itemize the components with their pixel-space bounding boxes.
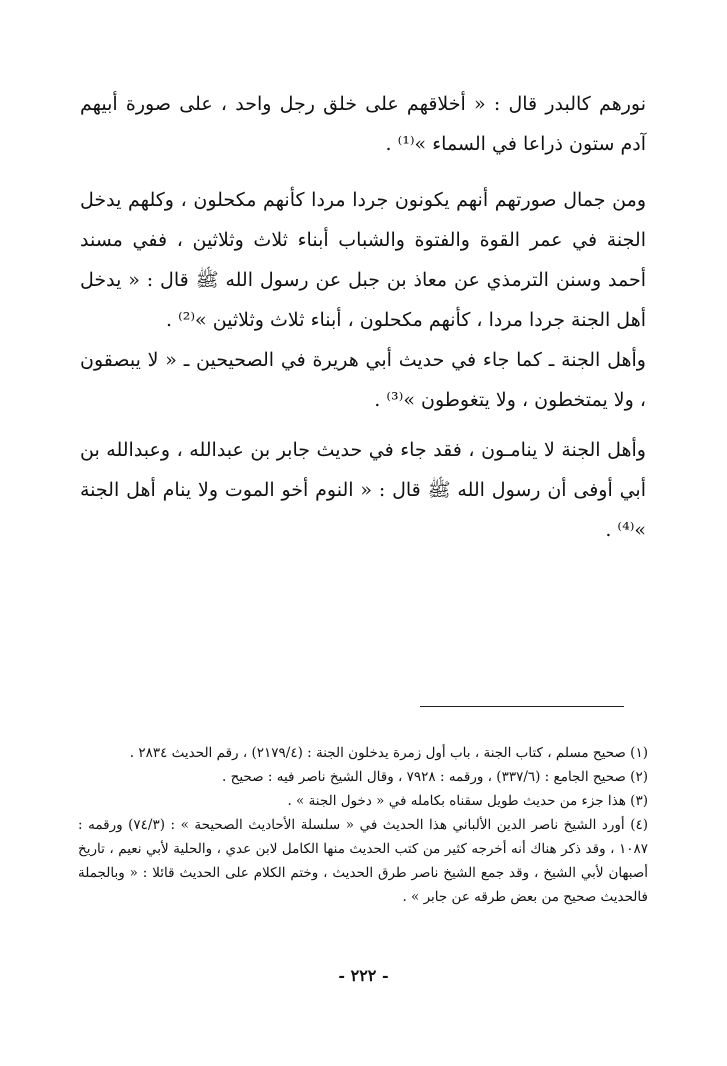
- footnote-3: (٣) هذا جزء من حديث طويل سقناه بكامله في « دخول الجنة » .: [287, 793, 648, 809]
- paragraph-3: وأهل الجنة ـ كما جاء في حديث أبي هريرة في الصحيحين ـ « لا يبصقون ، ولا يمتخطون ، ولا يتغوطون »⁽³⁾ .: [80, 349, 646, 411]
- paragraph-1: نورهم كالبدر قال : « أخلاقهم على خلق رجل واحد ، على صورة أبيهم آدم ستون ذراعا في السماء »⁽¹⁾ .: [80, 93, 646, 155]
- footnotes: [78, 741, 648, 909]
- footnote-1: (١) صحيح مسلم ، كتاب الجنة ، باب أول زمرة يدخلون الجنة : (٢١٧٩/٤) ، رقم الحديث ٢٨٣٤ .: [129, 745, 648, 761]
- page-number: - ٢٢٢ -: [338, 966, 389, 985]
- footnote-4: (٤) أورد الشيخ ناصر الدين الألباني هذا الحديث في « سلسلة الأحاديث الصحيحة » : (٧٤/٣) ورقمه : ١٠٨٧ ، وقد ذكر هناك أنه أخرجه كثير من كتب الحديث منها الكامل لابن عدي ، والحلية لأبي نعيم ، تاريخ أصبهان لأبي الشيخ ، وقد جمع الشيخ ناصر طرق الحديث ، وختم الكلام على الحديث قائلا : « وبالجملة فالحديث صحيح من بعض طرقه عن جابر » .: [78, 817, 649, 905]
- footnote-separator: [420, 706, 624, 707]
- paragraph-4: وأهل الجنة لا ينامـون ، فقد جاء في حديث جابر بن عبدالله ، وعبدالله بن أبي أوفى أن رسول الله ﷺ قال : « النوم أخو الموت ولا ينام أهل الجنة »⁽⁴⁾ .: [80, 439, 646, 541]
- paragraph-2: ومن جمال صورتهم أنهم يكونون جردا مردا كأنهم مكحلون ، وكلهم يدخل الجنة في عمر القوة والفتوة والشباب أبناء ثلاث وثلاثين ، ففي مسند أحمد وسنن الترمذي عن معاذ بن جبل عن رسول الله ﷺ قال : « يدخل أهل الجنة جردا مردا ، كأنهم مكحلون ، أبناء ثلاث وثلاثين »⁽²⁾ .: [80, 189, 646, 331]
- footnote-2: (٢) صحيح الجامع : (٣٣٧/٦) ، ورقمه : ٧٩٢٨ ، وقال الشيخ ناصر فيه : صحيح .: [222, 769, 648, 785]
